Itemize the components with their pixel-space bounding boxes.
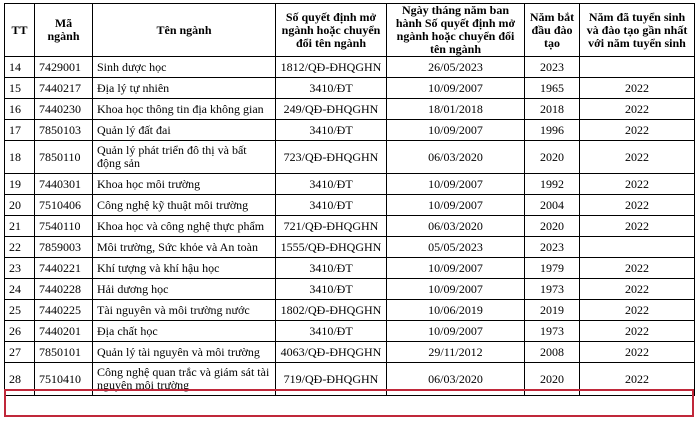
- cell-code: 7429001: [35, 57, 93, 78]
- cell-tt: 15: [5, 78, 35, 99]
- cell-start-year: 2020: [525, 141, 580, 174]
- cell-name: Quản lý phát triển đô thị và bất động sản: [93, 141, 276, 174]
- cell-latest-year: 2022: [580, 300, 695, 321]
- cell-tt: 20: [5, 195, 35, 216]
- cell-name: Tài nguyên và môi trường nước: [93, 300, 276, 321]
- cell-latest-year: 2022: [580, 174, 695, 195]
- header-date: Ngày tháng năm ban hành Số quyết định mở ngành hoặc chuyển đổi tên ngành: [387, 4, 525, 57]
- cell-latest-year: 2022: [580, 342, 695, 363]
- cell-name: Khoa học thông tin địa không gian: [93, 99, 276, 120]
- table-row: [5, 342, 695, 363]
- cell-name: Công nghệ quan trắc và giám sát tài nguyên môi trường: [93, 363, 276, 396]
- cell-name: Khí tượng và khí hậu học: [93, 258, 276, 279]
- table-row: [5, 57, 695, 78]
- cell-code: 7850110: [35, 141, 93, 174]
- table-row: [5, 300, 695, 321]
- cell-tt: 19: [5, 174, 35, 195]
- cell-name: Quản lý tài nguyên và môi trường: [93, 342, 276, 363]
- cell-code: 7440221: [35, 258, 93, 279]
- table-row: [5, 141, 695, 174]
- table-row: [5, 216, 695, 237]
- cell-code: 7440201: [35, 321, 93, 342]
- cell-date: 06/03/2020: [387, 141, 525, 174]
- cell-start-year: 1992: [525, 174, 580, 195]
- cell-date: 06/03/2020: [387, 216, 525, 237]
- cell-tt: 25: [5, 300, 35, 321]
- cell-start-year: 1996: [525, 120, 580, 141]
- table-row: [5, 174, 695, 195]
- cell-latest-year: 2022: [580, 216, 695, 237]
- majors-table: [4, 3, 695, 396]
- cell-latest-year: 2022: [580, 99, 695, 120]
- cell-decision: 1802/QĐ-ĐHQGHN: [276, 300, 387, 321]
- cell-decision: 249/QĐ-ĐHQGHN: [276, 99, 387, 120]
- cell-decision: 3410/ĐT: [276, 258, 387, 279]
- cell-tt: 24: [5, 279, 35, 300]
- cell-decision: 3410/ĐT: [276, 174, 387, 195]
- cell-start-year: 2020: [525, 363, 580, 396]
- cell-start-year: 2020: [525, 216, 580, 237]
- cell-latest-year: 2022: [580, 195, 695, 216]
- cell-code: 7859003: [35, 237, 93, 258]
- cell-decision: 1555/QĐ-ĐHQGHN: [276, 237, 387, 258]
- table-row: [5, 363, 695, 396]
- header-tt: TT: [5, 4, 35, 57]
- cell-decision: 1812/QĐ-ĐHQGHN: [276, 57, 387, 78]
- cell-date: 05/05/2023: [387, 237, 525, 258]
- cell-code: 7510410: [35, 363, 93, 396]
- cell-tt: 21: [5, 216, 35, 237]
- cell-date: 10/09/2007: [387, 195, 525, 216]
- cell-latest-year: 2022: [580, 120, 695, 141]
- header-row: [5, 4, 695, 57]
- cell-latest-year: 2022: [580, 363, 695, 396]
- cell-date: 10/09/2007: [387, 258, 525, 279]
- cell-date: 26/05/2023: [387, 57, 525, 78]
- cell-date: 06/03/2020: [387, 363, 525, 396]
- cell-latest-year: [580, 237, 695, 258]
- cell-name: Khoa học và công nghệ thực phẩm: [93, 216, 276, 237]
- table-row: [5, 258, 695, 279]
- cell-tt: 26: [5, 321, 35, 342]
- cell-date: 10/09/2007: [387, 279, 525, 300]
- cell-start-year: 2018: [525, 99, 580, 120]
- table-container: [4, 3, 695, 396]
- cell-date: 10/09/2007: [387, 78, 525, 99]
- table-row: [5, 120, 695, 141]
- cell-decision: 3410/ĐT: [276, 279, 387, 300]
- cell-date: 10/06/2019: [387, 300, 525, 321]
- header-name: Tên ngành: [93, 4, 276, 57]
- cell-decision: 721/QĐ-ĐHQGHN: [276, 216, 387, 237]
- cell-tt: 16: [5, 99, 35, 120]
- cell-decision: 3410/ĐT: [276, 195, 387, 216]
- table-row: [5, 195, 695, 216]
- cell-code: 7440217: [35, 78, 93, 99]
- cell-latest-year: 2022: [580, 141, 695, 174]
- cell-tt: 18: [5, 141, 35, 174]
- cell-decision: 723/QĐ-ĐHQGHN: [276, 141, 387, 174]
- cell-name: Địa lý tự nhiên: [93, 78, 276, 99]
- cell-name: Khoa học môi trường: [93, 174, 276, 195]
- cell-tt: 22: [5, 237, 35, 258]
- cell-date: 10/09/2007: [387, 321, 525, 342]
- table-row: [5, 99, 695, 120]
- table-row: [5, 321, 695, 342]
- cell-name: Hải dương học: [93, 279, 276, 300]
- cell-start-year: 1979: [525, 258, 580, 279]
- cell-start-year: 1973: [525, 279, 580, 300]
- header-code: Mã ngành: [35, 4, 93, 57]
- cell-start-year: 1973: [525, 321, 580, 342]
- cell-date: 10/09/2007: [387, 120, 525, 141]
- cell-latest-year: 2022: [580, 321, 695, 342]
- cell-decision: 3410/ĐT: [276, 78, 387, 99]
- cell-code: 7440230: [35, 99, 93, 120]
- cell-start-year: 2008: [525, 342, 580, 363]
- cell-start-year: 1965: [525, 78, 580, 99]
- cell-latest-year: 2022: [580, 258, 695, 279]
- cell-tt: 28: [5, 363, 35, 396]
- cell-date: 29/11/2012: [387, 342, 525, 363]
- cell-start-year: 2023: [525, 237, 580, 258]
- header-start-year: Năm bắt đầu đào tạo: [525, 4, 580, 57]
- cell-name: Môi trường, Sức khỏe và An toàn: [93, 237, 276, 258]
- cell-code: 7440228: [35, 279, 93, 300]
- cell-tt: 27: [5, 342, 35, 363]
- cell-start-year: 2023: [525, 57, 580, 78]
- cell-code: 7540110: [35, 216, 93, 237]
- table-row: [5, 237, 695, 258]
- cell-tt: 14: [5, 57, 35, 78]
- cell-decision: 4063/QĐ-ĐHQGHN: [276, 342, 387, 363]
- cell-date: 18/01/2018: [387, 99, 525, 120]
- cell-name: Sinh dược học: [93, 57, 276, 78]
- cell-start-year: 2004: [525, 195, 580, 216]
- cell-decision: 3410/ĐT: [276, 321, 387, 342]
- table-row: [5, 279, 695, 300]
- cell-tt: 17: [5, 120, 35, 141]
- table-body: [5, 57, 695, 396]
- cell-code: 7440301: [35, 174, 93, 195]
- cell-latest-year: [580, 57, 695, 78]
- cell-code: 7440225: [35, 300, 93, 321]
- header-decision: Số quyết định mở ngành hoặc chuyển đổi tên ngành: [276, 4, 387, 57]
- cell-latest-year: 2022: [580, 279, 695, 300]
- cell-start-year: 2019: [525, 300, 580, 321]
- cell-tt: 23: [5, 258, 35, 279]
- cell-name: Địa chất học: [93, 321, 276, 342]
- cell-date: 10/09/2007: [387, 174, 525, 195]
- cell-decision: 719/QĐ-ĐHQGHN: [276, 363, 387, 396]
- cell-code: 7850101: [35, 342, 93, 363]
- cell-code: 7510406: [35, 195, 93, 216]
- cell-decision: 3410/ĐT: [276, 120, 387, 141]
- cell-code: 7850103: [35, 120, 93, 141]
- table-row: [5, 78, 695, 99]
- cell-name: Quản lý đất đai: [93, 120, 276, 141]
- cell-name: Công nghệ kỹ thuật môi trường: [93, 195, 276, 216]
- header-latest-year: Năm đã tuyển sinh và đào tạo gần nhất với năm tuyển sinh: [580, 4, 695, 57]
- cell-latest-year: 2022: [580, 78, 695, 99]
